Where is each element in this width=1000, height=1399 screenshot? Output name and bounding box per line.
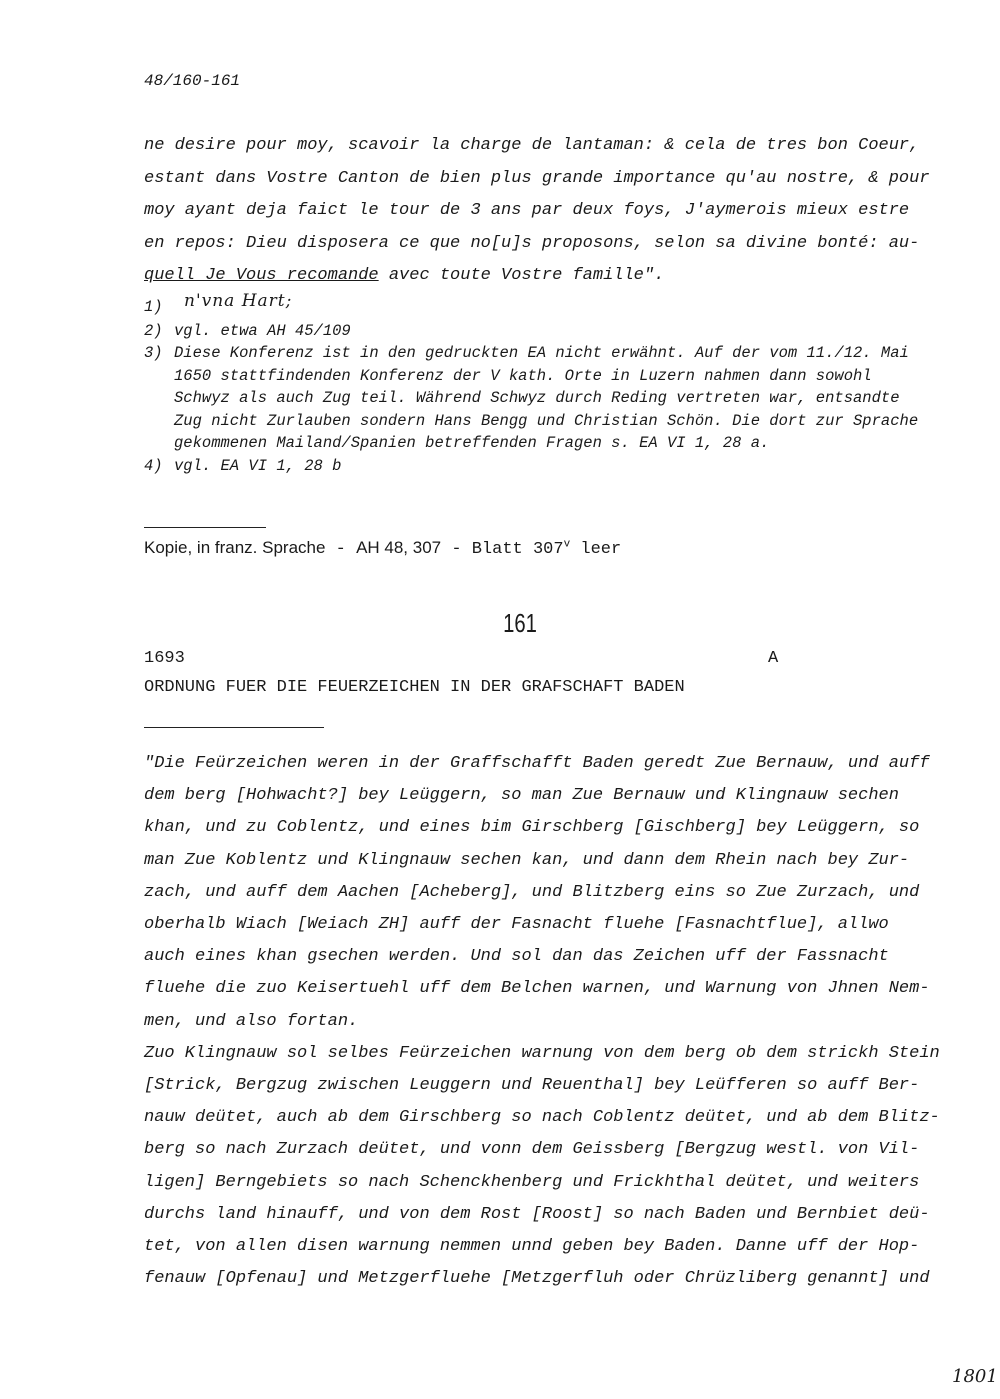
footnotes bbox=[144, 291, 924, 477]
source-label: Kopie, in franz. Sprache bbox=[144, 538, 326, 557]
text-line: zach, und auff dem Aachen [Acheberg], und Blitzberg eins so Zue Zurzach, und bbox=[144, 882, 920, 902]
text-fragment: leer bbox=[570, 540, 622, 559]
text-fragment: avec toute Vostre famille". bbox=[378, 266, 665, 286]
text-line: Zuo Klingnauw sol selbes Feürzeichen warnung von dem berg ob dem strickh Stein bbox=[144, 1043, 940, 1063]
text-fragment: - bbox=[441, 540, 472, 559]
document-number: 161 bbox=[503, 608, 537, 638]
text-line: "Die Feürzeichen weren in der Graffschafft Baden geredt Zue Bernauw, und auff bbox=[144, 754, 930, 773]
text-line: durchs land hinauff, und von dem Rost [Roost] so nach Baden und Bernbiet deü- bbox=[144, 1204, 930, 1224]
page-reference: 48/160-161 bbox=[144, 72, 241, 90]
source-line bbox=[144, 538, 621, 559]
footnote bbox=[144, 291, 924, 320]
divider bbox=[144, 727, 324, 728]
footnote-text: vgl. EA VI 1, 28 b bbox=[174, 456, 342, 475]
blatt-label: Blatt 307 bbox=[471, 540, 564, 559]
footnote bbox=[144, 342, 924, 455]
text-line: fenauw [Opfenau] und Metzgerfluehe [Metzgerfluh oder Chrüzliberg genannt] und bbox=[144, 1269, 930, 1289]
text-line: ligen] Berngebiets so nach Schenckhenberg und Frickhthal deütet, und weiters bbox=[144, 1172, 920, 1192]
text-fragment: - bbox=[325, 540, 357, 559]
footnote-number: 4) bbox=[144, 456, 163, 475]
document-letter: A bbox=[768, 649, 779, 668]
footnote-text: Diese Konferenz ist in den gedruckten EA nicht erwähnt. Auf der vom 11./12. Mai 1650 stattfindenden Konferenz der V kath. Orte in Luzern nahmen dann sowohl Schwyz als auch Zug teil. Während Schwyz durch Reding vertreten war, entsandte Zug nicht Zurlauben sondern Hans Bengg und Christian Schön. Die dort zur Sprache gekommenen Mailand/Spanien betreffenden Fragen s. EA VI 1, 28 a. bbox=[174, 344, 919, 452]
text-line bbox=[144, 260, 924, 293]
footnote-number: 3) bbox=[144, 344, 163, 362]
text-line: oberhalb Wiach [Weiach ZH] auff der Fasnacht fluehe [Fasnachtflue], allwo bbox=[144, 915, 889, 935]
text-line: ne desire pour moy, scavoir la charge de lantaman: & cela de tres bon Coeur, bbox=[144, 136, 920, 155]
text-line: estant dans Vostre Canton de bien plus grande importance qu'au nostre, & pour bbox=[144, 168, 930, 188]
text-line: moy ayant deja faict le tour de 3 ans par deux foys, J'aymerois mieux estre bbox=[144, 201, 910, 221]
footnote-number: 2) bbox=[144, 321, 163, 340]
text-line: en repos: Dieu disposera ce que no[u]s proposons, selon sa divine bonté: au- bbox=[144, 233, 920, 253]
archive-reference: AH 48, 307 bbox=[356, 538, 442, 557]
handwritten-annotation: n'vna Hart; bbox=[184, 291, 293, 311]
divider bbox=[144, 527, 266, 528]
corner-mark: 1801 bbox=[952, 1366, 998, 1387]
text-line: man Zue Koblentz und Klingnauw sechen kan, und dann dem Rhein nach bey Zur- bbox=[144, 850, 910, 870]
footnote-text: vgl. etwa AH 45/109 bbox=[174, 321, 351, 340]
document-year: 1693 bbox=[144, 649, 185, 668]
verso-marker: v bbox=[563, 538, 571, 551]
main-text bbox=[144, 748, 940, 1295]
text-line: tet, von allen disen warnung nemmen unnd geben bey Baden. Danne uff der Hop- bbox=[144, 1237, 920, 1257]
text-line: [Strick, Bergzug zwischen Leuggern und Reuenthal] bey Leüfferen so auff Ber- bbox=[144, 1076, 920, 1096]
text-line: khan, und zu Coblentz, und eines bim Girschberg [Gischberg] bey Leüggern, so bbox=[144, 818, 920, 838]
text-line: men, und also fortan. bbox=[144, 1011, 359, 1031]
text-line: fluehe die zuo Keisertuehl uff dem Belchen warnen, und Warnung von Jhnen Nem- bbox=[144, 979, 930, 999]
underlined-phrase: quell Je Vous recomande bbox=[144, 266, 379, 286]
footnote bbox=[144, 455, 924, 478]
text-line: nauw deütet, auch ab dem Girschberg so nach Coblentz deütet, und ab dem Blitz- bbox=[144, 1108, 940, 1128]
text-line: berg so nach Zurzach deütet, und vonn dem Geissberg [Bergzug westl. von Vil- bbox=[144, 1140, 920, 1160]
footnote bbox=[144, 320, 924, 343]
text-line: dem berg [Hohwacht?] bey Leüggern, so man Zue Bernauw und Klingnauw sechen bbox=[144, 786, 899, 806]
text-line: auch eines khan gsechen werden. Und sol dan das Zeichen uff der Fassnacht bbox=[144, 947, 889, 967]
footnote-number: 1) bbox=[144, 298, 163, 316]
intro-text bbox=[144, 130, 930, 293]
document-title: ORDNUNG FUER DIE FEUERZEICHEN IN DER GRAFSCHAFT BADEN bbox=[144, 678, 685, 697]
